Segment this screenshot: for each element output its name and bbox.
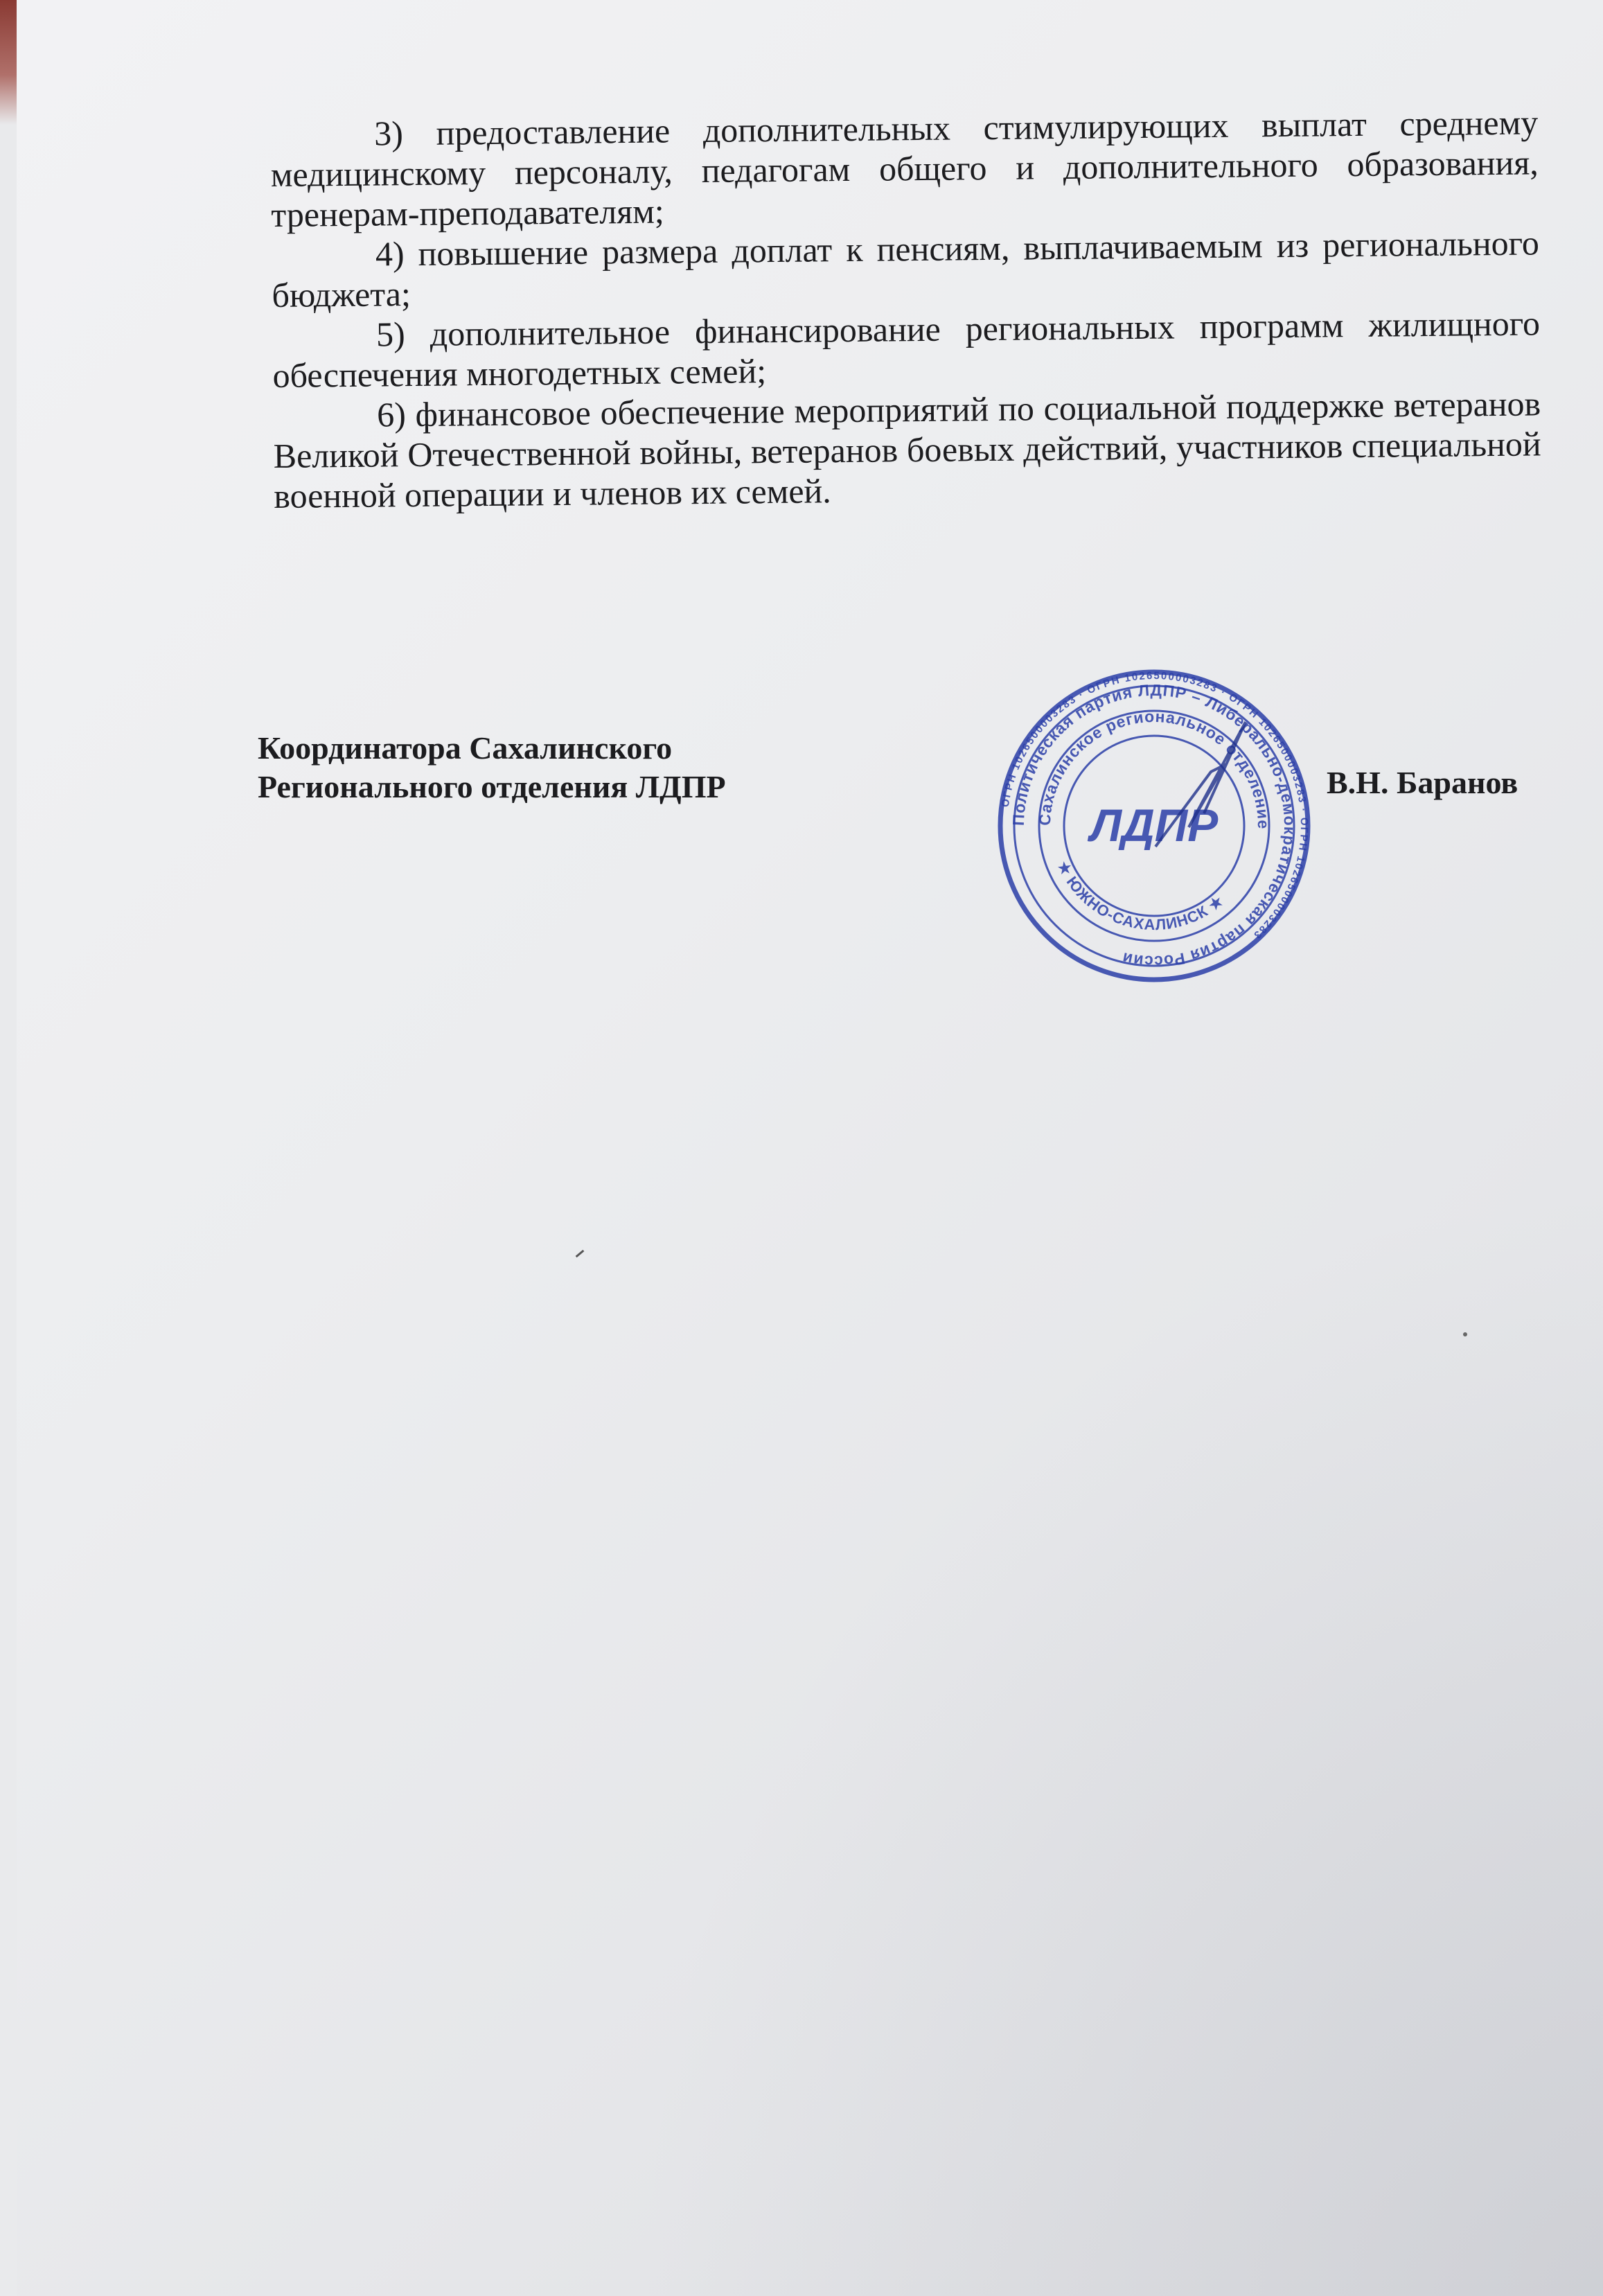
paragraph-item-6: 6) финансовое обеспечение мероприятий по социальной поддержке ветеранов Великой Отечественной войны, ветеранов боевых действий, участников специальной военной операции и членов их семей. <box>273 384 1541 515</box>
paper-shadow <box>633 1187 1603 2296</box>
seal-stamp <box>996 668 1312 984</box>
paragraph-item-3: 3) предоставление дополнительных стимулирующих выплат среднему медицинскому персоналу, педагогам общего и дополнительного образования, тренерам-преподавателям; <box>270 103 1539 234</box>
document-body <box>270 102 1541 516</box>
stamp-inner-text: Сахалинское региональное отделение <box>1035 707 1273 830</box>
stamp-outer-text: Политическая партия ЛДПР – Либерально-демократическая партия России <box>1009 680 1300 971</box>
signatory-name: В.Н. Баранов <box>1327 765 1518 800</box>
stray-dot <box>1463 1332 1467 1336</box>
paragraph-item-5: 5) дополнительное финансирование региональных программ жилищного обеспечения многодетных семей; <box>272 303 1541 395</box>
stamp-city-text: ★ ЮЖНО-САХАЛИНСК ★ <box>1054 858 1228 934</box>
signatory-title-line2: Регионального отделения ЛДПР <box>258 769 726 804</box>
signatory-title-line1: Координатора Сахалинского <box>258 730 673 766</box>
stamp-ogrn-text: ОГРН 1026500003283 · ОГРН 1026500003283 · ОГРН 1026500003283 · ОГРН 1026500003283 <box>999 669 1311 942</box>
paragraph-item-4: 4) повышение размера доплат к пенсиям, выплачиваемым из регионального бюджета; <box>272 223 1540 315</box>
stamp-center-logo: ЛДПР <box>1090 800 1219 851</box>
signatory-title <box>258 729 726 806</box>
